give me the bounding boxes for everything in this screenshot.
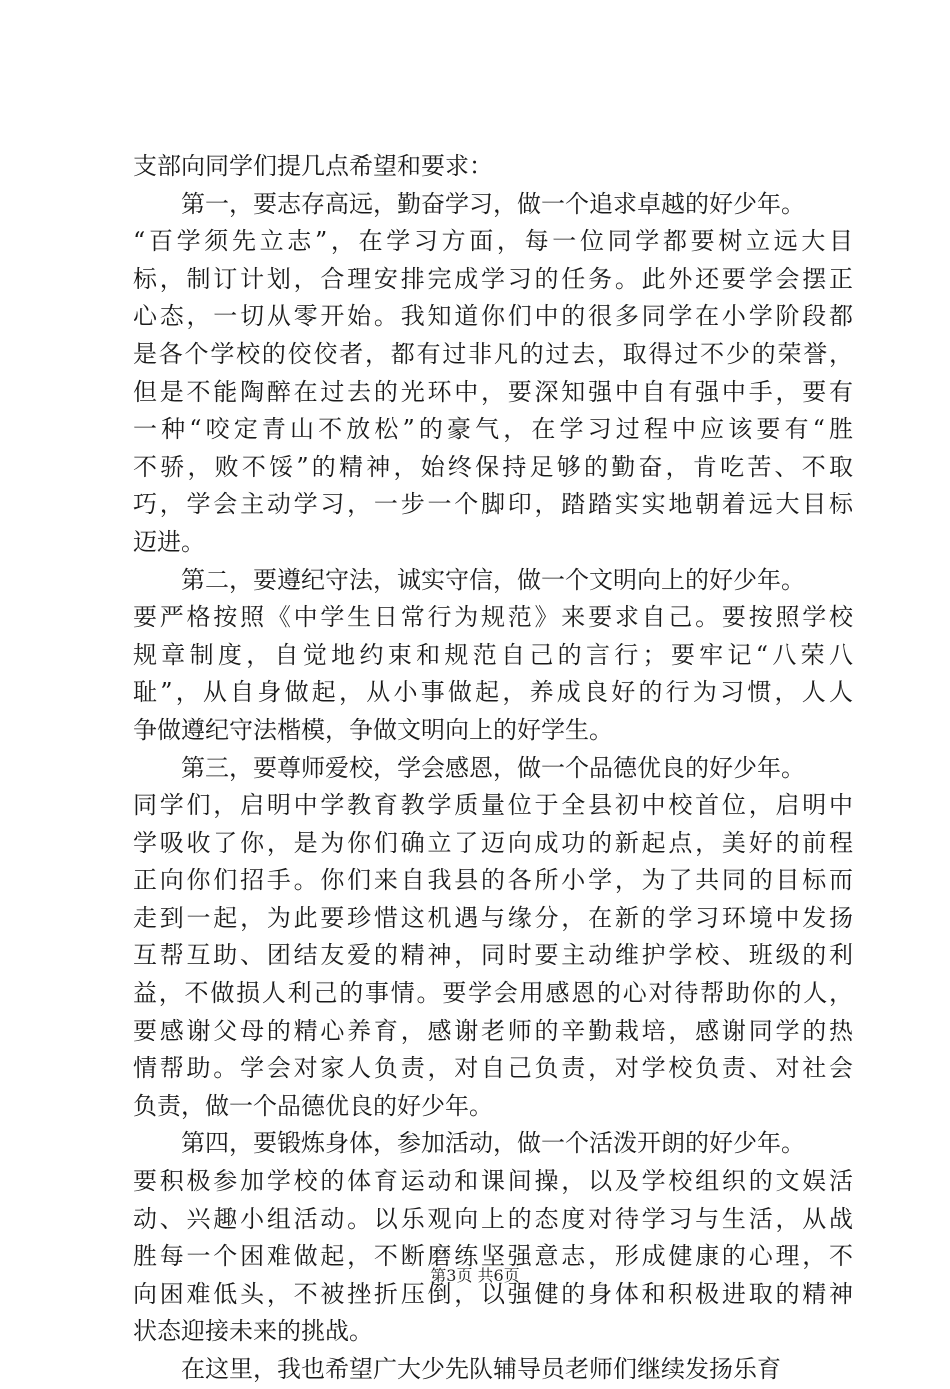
text-line: 正向你们招手。你们来自我县的各所小学，为了共同的目标而 — [133, 866, 853, 895]
body-text — [133, 148, 853, 1389]
text-line: 但是不能陶醉在过去的光环中，要深知强中自有强中手，要有 — [133, 377, 853, 406]
text-line: 同学们，启明中学教育教学质量位于全县初中校首位，启明中 — [133, 791, 853, 820]
text-line: 要感谢父母的精心养育，感谢老师的辛勤栽培，感谢同学的热 — [133, 1016, 853, 1045]
page-number: 第3页 共6页 — [430, 1266, 520, 1285]
text-line: 迈进。 — [133, 527, 205, 556]
text-line: 情帮助。学会对家人负责，对自己负责，对学校负责、对社会 — [133, 1054, 853, 1083]
text-line: 在这里，我也希望广大少先队辅导员老师们继续发扬乐育 — [181, 1355, 781, 1383]
text-line: 争做遵纪守法楷模，争做文明向上的好学生。 — [133, 715, 613, 744]
paragraph-heading-line: 第三，要尊师爱校，学会感恩，做一个品德优良的好少年。 — [181, 753, 805, 782]
text-line: 走到一起，为此要珍惜这机遇与缘分，在新的学习环境中发扬 — [133, 903, 853, 932]
text-line: 支部向同学们提几点希望和要求： — [133, 152, 493, 180]
paragraph-heading-line: 第一，要志存高远，勤奋学习，做一个追求卓越的好少年。 — [181, 189, 805, 218]
text-line: 胜每一个困难做起，不断磨练坚强意志，形成健康的心理，不 — [133, 1242, 853, 1271]
text-line: 负责，做一个品德优良的好少年。 — [133, 1091, 493, 1120]
text-line: 巧，学会主动学习，一步一个脚印，踏踏实实地朝着远大目标 — [133, 490, 853, 519]
text-line: 一种“咬定青山不放松”的豪气，在学习过程中应该要有“胜 — [133, 415, 853, 444]
paragraph-heading-line: 第四，要锻炼身体，参加活动，做一个活泼开朗的好少年。 — [181, 1129, 805, 1158]
text-line: 心态，一切从零开始。我知道你们中的很多同学在小学阶段都 — [133, 302, 853, 331]
text-line: 互帮互助、团结友爱的精神，同时要主动维护学校、班级的利 — [133, 941, 853, 970]
text-line: 状态迎接未来的挑战。 — [133, 1317, 373, 1346]
page-footer — [0, 1263, 950, 1286]
text-line: 学吸收了你，是为你们确立了迈向成功的新起点，美好的前程 — [133, 828, 853, 857]
paragraph-heading-line: 第二，要遵纪守法，诚实守信，做一个文明向上的好少年。 — [181, 565, 805, 594]
text-line: 要严格按照《中学生日常行为规范》来要求自己。要按照学校 — [133, 603, 853, 632]
text-line: 向困难低头，不被挫折压倒，以强健的身体和积极进取的精神 — [133, 1279, 853, 1308]
text-line: 标，制订计划，合理安排完成学习的任务。此外还要学会摆正 — [133, 264, 853, 293]
text-line: 要积极参加学校的体育运动和课间操，以及学校组织的文娱活 — [133, 1167, 853, 1196]
text-line: 动、兴趣小组活动。以乐观向上的态度对待学习与生活，从战 — [133, 1204, 853, 1233]
text-line: “百学须先立志”，在学习方面，每一位同学都要树立远大目 — [133, 227, 853, 256]
text-line: 耻”，从自身做起，从小事做起，养成良好的行为习惯，人人 — [133, 678, 853, 707]
text-line: 益，不做损人利己的事情。要学会用感恩的心对待帮助你的人， — [133, 979, 853, 1008]
text-line: 是各个学校的佼佼者，都有过非凡的过去，取得过不少的荣誉， — [133, 339, 853, 368]
text-line: 不骄，败不馁”的精神，始终保持足够的勤奋，肯吃苦、不取 — [133, 452, 853, 481]
text-line: 规章制度，自觉地约束和规范自己的言行；要牢记“八荣八 — [133, 640, 853, 669]
